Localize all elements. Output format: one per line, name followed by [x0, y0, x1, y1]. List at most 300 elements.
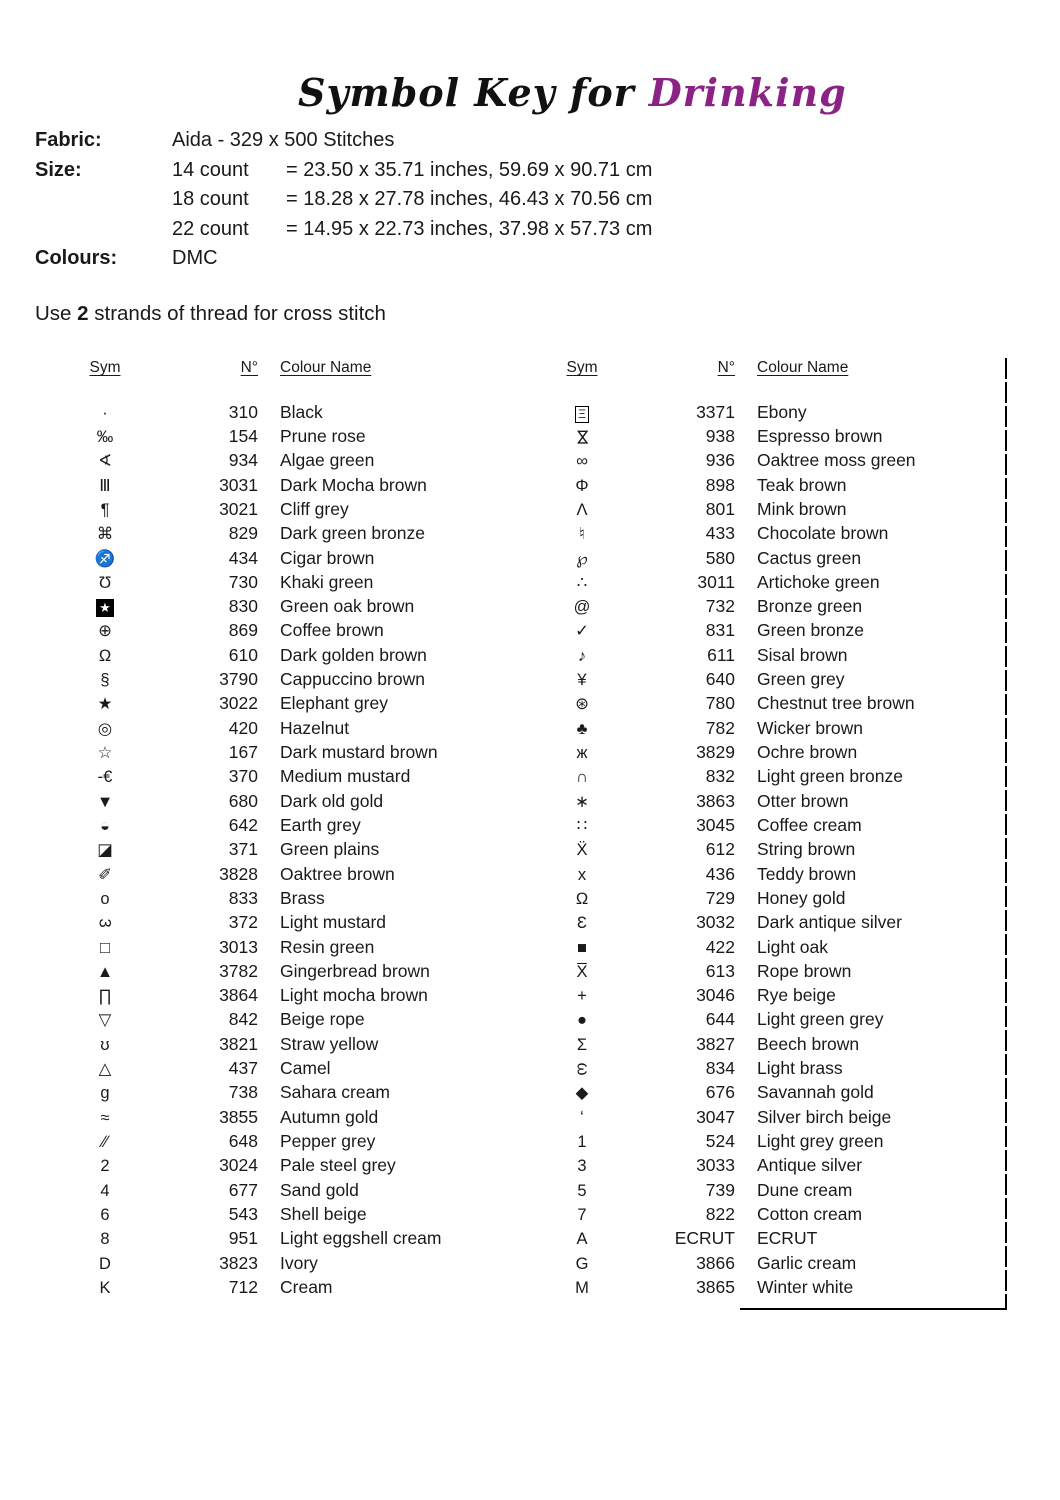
symbol-cell	[537, 1155, 627, 1176]
colour-name-cell: Mink brown	[757, 498, 847, 519]
symbol-cell	[537, 1204, 627, 1225]
dmc-number-cell: 644	[705, 1009, 735, 1030]
colour-name-cell: Dark mustard brown	[280, 742, 438, 763]
dmc-number-cell: 3011	[697, 571, 735, 592]
stitch-symbol-glyph: G	[575, 1254, 589, 1273]
colour-name-cell: Rye beige	[757, 985, 836, 1006]
header-sym: Sym	[566, 359, 598, 376]
dmc-number-cell: 437	[228, 1058, 258, 1079]
dmc-number-cell: 3865	[696, 1276, 735, 1297]
dmc-number-cell: 834	[705, 1058, 735, 1079]
stitch-symbol-glyph: ω	[573, 1062, 592, 1076]
key-row	[477, 1129, 1012, 1153]
key-row	[0, 1032, 535, 1056]
size-dims: = 23.50 x 35.71 inches, 59.69 x 90.71 cm	[286, 158, 653, 181]
table-header-left	[0, 357, 535, 379]
key-row	[477, 1081, 1012, 1105]
symbol-cell	[60, 742, 150, 763]
dmc-number-cell: 730	[228, 571, 258, 592]
symbol-cell	[537, 718, 627, 739]
fabric-value: Aida - 329 x 500 Stitches	[172, 129, 395, 151]
symbol-cell	[60, 864, 150, 885]
colour-name-cell: Chestnut tree brown	[757, 693, 915, 714]
key-row	[0, 765, 535, 789]
symbol-cell	[60, 548, 150, 569]
colour-name-cell: Khaki green	[280, 571, 374, 592]
dmc-number-cell: 3032	[696, 912, 735, 933]
dmc-number-cell: 3863	[696, 790, 735, 811]
size-dims: = 14.95 x 22.73 inches, 37.98 x 57.73 cm	[286, 217, 653, 240]
stitch-symbol-glyph: ♐	[94, 549, 116, 568]
symbol-cell	[60, 1034, 150, 1055]
dmc-number-cell: 370	[228, 766, 258, 787]
stitch-symbol-glyph: ◆	[575, 1084, 589, 1103]
stitch-symbol-glyph: A	[576, 1230, 588, 1249]
stitch-symbol-glyph: ◪	[97, 841, 113, 860]
symbol-cell	[537, 523, 627, 544]
key-row	[0, 1056, 535, 1080]
dmc-number-cell: 3821	[219, 1033, 258, 1054]
dmc-number-cell: 729	[705, 887, 735, 908]
stitch-symbol-glyph: ★	[97, 695, 113, 714]
key-row	[477, 862, 1012, 886]
colour-name-cell: Earth grey	[280, 814, 361, 835]
dmc-number-cell: 3864	[219, 985, 258, 1006]
dmc-number-cell: 613	[705, 960, 735, 981]
symbol-cell	[60, 475, 150, 496]
key-row	[0, 886, 535, 910]
size-count: 22 count	[172, 217, 249, 240]
symbol-table-left	[0, 400, 535, 1300]
symbol-cell	[60, 645, 150, 666]
key-row	[477, 1105, 1012, 1129]
dmc-number-cell: 420	[228, 717, 258, 738]
dmc-number-cell: 3046	[696, 985, 735, 1006]
dmc-number-cell: 434	[228, 547, 258, 568]
dmc-number-cell: 677	[228, 1179, 258, 1200]
stitch-symbol-glyph: ★	[96, 599, 114, 617]
dmc-number-cell: 3022	[219, 693, 258, 714]
stitch-symbol-glyph: Ω	[98, 646, 112, 665]
table-bottom-border	[740, 1308, 1007, 1310]
dmc-number-cell: 648	[228, 1131, 258, 1152]
colour-name-cell: Green plains	[280, 839, 380, 860]
stitch-symbol-glyph: 7	[577, 1205, 587, 1224]
colour-name-cell: Light eggshell cream	[280, 1228, 442, 1249]
dmc-number-cell: 167	[228, 742, 258, 763]
symbol-cell	[60, 937, 150, 958]
dmc-number-cell: 154	[228, 425, 258, 446]
colour-name-cell: Cream	[280, 1276, 333, 1297]
stitch-symbol-glyph: ♪	[577, 646, 587, 665]
symbol-cell	[60, 596, 150, 617]
symbol-cell	[537, 450, 627, 471]
colour-name-cell: Pepper grey	[280, 1131, 376, 1152]
key-row	[477, 984, 1012, 1008]
table-header-right	[477, 357, 1012, 379]
dmc-number-cell: ECRUT	[674, 1228, 735, 1249]
dmc-number-cell: 543	[228, 1203, 258, 1224]
dmc-number-cell: 833	[228, 887, 258, 908]
colour-name-cell: Silver birch beige	[757, 1106, 892, 1127]
dmc-number-cell: 436	[705, 863, 735, 884]
colour-name-cell: Light green bronze	[757, 766, 903, 787]
symbol-cell	[537, 1009, 627, 1030]
colour-name-cell: Dark old gold	[280, 790, 384, 811]
stitch-symbol-glyph: ☆	[97, 744, 113, 763]
key-row	[0, 838, 535, 862]
symbol-cell	[537, 742, 627, 763]
stitch-symbol-glyph: ‰	[96, 427, 114, 446]
key-row	[0, 400, 535, 424]
symbol-cell	[537, 839, 627, 860]
stitch-symbol-glyph: Φ	[575, 476, 589, 495]
symbol-cell	[60, 1204, 150, 1225]
symbol-cell	[60, 402, 150, 423]
colour-name-cell: Rope brown	[757, 960, 852, 981]
dmc-number-cell: 951	[228, 1228, 258, 1249]
symbol-cell	[60, 450, 150, 471]
stitch-symbol-glyph: D	[99, 1254, 111, 1273]
colour-name-cell: Shell beige	[280, 1203, 367, 1224]
key-row	[0, 473, 535, 497]
stitch-symbol-glyph: 6	[100, 1205, 110, 1224]
dmc-number-cell: 3828	[219, 863, 258, 884]
colour-name-cell: Chocolate brown	[757, 523, 889, 544]
symbol-cell	[537, 864, 627, 885]
symbol-cell	[60, 912, 150, 933]
stitch-symbol-glyph: -€	[97, 768, 113, 787]
stitch-symbol-glyph: ∕∕	[102, 1133, 108, 1152]
key-row	[477, 1178, 1012, 1202]
key-row	[0, 522, 535, 546]
dmc-number-cell: 3371	[696, 401, 735, 422]
symbol-cell	[60, 1277, 150, 1298]
dmc-number-cell: 936	[705, 450, 735, 471]
stitch-symbol-glyph: ♣	[576, 719, 588, 738]
colour-name-cell: Teddy brown	[757, 863, 857, 884]
stitch-symbol-glyph: Ɛ	[577, 914, 587, 933]
key-row	[0, 1129, 535, 1153]
symbol-cell	[60, 961, 150, 982]
key-row	[477, 522, 1012, 546]
colour-name-cell: Cliff grey	[280, 498, 349, 519]
dmc-number-cell: 3782	[219, 960, 258, 981]
dmc-number-cell: 642	[228, 814, 258, 835]
key-row	[477, 838, 1012, 862]
symbol-cell	[537, 961, 627, 982]
key-row	[477, 1008, 1012, 1032]
stitch-symbol-glyph: ⊛	[575, 695, 589, 714]
colour-name-cell: Algae green	[280, 450, 375, 471]
colour-name-cell: Pale steel grey	[280, 1155, 396, 1176]
stitch-symbol-glyph: ∩	[576, 768, 588, 787]
key-row	[477, 1227, 1012, 1251]
colour-name-cell: Oaktree moss green	[757, 450, 916, 471]
stitch-symbol-glyph: ✓	[575, 622, 589, 641]
colour-name-cell: Dark Mocha brown	[280, 474, 427, 495]
header-colour-name: Colour Name	[280, 359, 372, 376]
colour-name-cell: Green grey	[757, 669, 845, 690]
dmc-number-cell: 3829	[696, 742, 735, 763]
dmc-number-cell: 738	[228, 1082, 258, 1103]
colour-name-cell: Green oak brown	[280, 596, 415, 617]
dmc-number-cell: 3045	[696, 814, 735, 835]
key-row	[477, 886, 1012, 910]
key-row	[477, 911, 1012, 935]
colours-label: Colours:	[35, 247, 118, 269]
key-row	[0, 692, 535, 716]
dmc-number-cell: 371	[228, 839, 258, 860]
pattern-info	[35, 126, 652, 274]
key-row	[477, 473, 1012, 497]
stitch-symbol-glyph: 4	[100, 1181, 110, 1200]
symbol-cell	[60, 766, 150, 787]
stitch-symbol-glyph: ʻ	[580, 1108, 584, 1127]
stitch-symbol-glyph: ♮	[579, 525, 585, 544]
key-row	[477, 619, 1012, 643]
stitch-symbol-glyph: o	[100, 889, 110, 908]
symbol-cell	[537, 669, 627, 690]
key-row	[0, 595, 535, 619]
colour-name-cell: Green bronze	[757, 620, 865, 641]
symbol-cell	[537, 766, 627, 787]
colours-row	[35, 244, 652, 274]
colour-name-cell: Light oak	[757, 936, 829, 957]
key-row	[477, 643, 1012, 667]
symbol-cell	[537, 1253, 627, 1274]
key-row	[0, 1154, 535, 1178]
dmc-number-cell: 780	[705, 693, 735, 714]
dmc-number-cell: 842	[228, 1009, 258, 1030]
colour-name-cell: Sand gold	[280, 1179, 359, 1200]
symbol-cell	[60, 791, 150, 812]
dmc-number-cell: 433	[705, 523, 735, 544]
stitch-symbol-glyph: ¥	[577, 671, 587, 690]
colour-name-cell: Artichoke green	[757, 571, 880, 592]
key-row	[0, 546, 535, 570]
key-row	[0, 984, 535, 1008]
symbol-cell	[60, 1155, 150, 1176]
stitch-symbol-glyph: @	[573, 598, 591, 617]
stitch-symbol-glyph: ⋈	[573, 428, 592, 446]
symbol-cell	[60, 985, 150, 1006]
size-row-22	[35, 215, 652, 245]
dmc-number-cell: 3013	[219, 936, 258, 957]
key-row	[477, 1056, 1012, 1080]
colour-name-cell: Light mocha brown	[280, 985, 428, 1006]
stitch-symbol-glyph: 2	[100, 1157, 110, 1176]
dmc-number-cell: 782	[705, 717, 735, 738]
stitch-symbol-glyph: 3	[577, 1157, 587, 1176]
key-row	[477, 813, 1012, 837]
colours-value: DMC	[172, 247, 218, 269]
stitch-symbol-glyph: ∏	[98, 987, 112, 1006]
stitch-symbol-glyph: K	[99, 1278, 111, 1297]
key-row	[0, 716, 535, 740]
key-row	[0, 619, 535, 643]
symbol-cell	[537, 402, 627, 423]
symbol-cell	[60, 839, 150, 860]
colour-name-cell: Autumn gold	[280, 1106, 379, 1127]
key-row	[0, 424, 535, 448]
key-row	[477, 935, 1012, 959]
colour-name-cell: Light mustard	[280, 912, 387, 933]
symbol-cell	[537, 791, 627, 812]
dmc-number-cell: 739	[705, 1179, 735, 1200]
key-row	[477, 400, 1012, 424]
stitch-symbol-glyph: 1	[577, 1133, 587, 1152]
dmc-number-cell: 3024	[219, 1155, 258, 1176]
stitch-symbol-glyph: ∢	[98, 452, 112, 471]
stitch-symbol-glyph: □	[100, 938, 110, 957]
size-count: 18 count	[172, 188, 249, 210]
colour-name-cell: Ochre brown	[757, 742, 858, 763]
symbol-cell	[60, 1107, 150, 1128]
dmc-number-cell: 611	[707, 644, 735, 665]
dmc-number-cell: 612	[705, 839, 735, 860]
key-row	[477, 959, 1012, 983]
symbol-cell	[60, 426, 150, 447]
colour-name-cell: Oaktree brown	[280, 863, 395, 884]
symbol-cell	[537, 1058, 627, 1079]
stitch-symbol-glyph: X̅	[576, 962, 588, 981]
size-row-18	[35, 185, 652, 215]
header-number: N°	[240, 359, 258, 376]
colour-name-cell: Sahara cream	[280, 1082, 390, 1103]
key-row	[0, 1178, 535, 1202]
size-row-14	[35, 156, 652, 186]
colour-name-cell: Bronze green	[757, 596, 863, 617]
dmc-number-cell: 3827	[696, 1033, 735, 1054]
dmc-number-cell: 712	[228, 1276, 258, 1297]
key-row	[477, 667, 1012, 691]
stitch-symbol-glyph: ∞	[576, 452, 588, 471]
key-row	[0, 740, 535, 764]
stitch-symbol-glyph: ⊕	[98, 622, 112, 641]
colour-name-cell: Cappuccino brown	[280, 669, 425, 690]
stitch-symbol-glyph: Ξ	[575, 406, 589, 423]
dmc-number-cell: 732	[705, 596, 735, 617]
key-row	[477, 1251, 1012, 1275]
dmc-number-cell: 3855	[219, 1106, 258, 1127]
symbol-cell	[537, 1034, 627, 1055]
stitch-symbol-glyph: Ⅲ	[99, 476, 111, 495]
fabric-label: Fabric:	[35, 129, 102, 151]
colour-name-cell: String brown	[757, 839, 856, 860]
stitch-symbol-glyph: Σ	[576, 1035, 588, 1054]
symbol-cell	[60, 815, 150, 836]
symbol-cell	[60, 499, 150, 520]
symbol-cell	[60, 1253, 150, 1274]
stitch-symbol-glyph: g	[100, 1084, 110, 1103]
dmc-number-cell: 830	[228, 596, 258, 617]
colour-name-cell: Prune rose	[280, 425, 366, 446]
key-row	[477, 789, 1012, 813]
symbol-cell	[60, 1009, 150, 1030]
title-project-name: Drinking	[648, 70, 847, 115]
stitch-symbol-glyph: ◒	[100, 816, 110, 835]
stitch-symbol-glyph: ✐	[98, 865, 112, 884]
symbol-cell	[537, 1277, 627, 1298]
key-row	[0, 813, 535, 837]
symbol-cell	[60, 888, 150, 909]
colour-name-cell: Resin green	[280, 936, 375, 957]
dmc-number-cell: 934	[228, 450, 258, 471]
colour-name-cell: Light grey green	[757, 1131, 884, 1152]
symbol-cell	[60, 1131, 150, 1152]
colour-name-cell: Dark antique silver	[757, 912, 902, 933]
stitch-symbol-glyph: ∴	[576, 573, 588, 592]
dmc-number-cell: 3790	[219, 669, 258, 690]
symbol-cell	[537, 815, 627, 836]
symbol-cell	[537, 1131, 627, 1152]
colour-name-cell: Otter brown	[757, 790, 849, 811]
key-row	[0, 1105, 535, 1129]
symbol-cell	[60, 523, 150, 544]
symbol-cell	[537, 985, 627, 1006]
key-row	[0, 570, 535, 594]
colour-name-cell: Brass	[280, 887, 325, 908]
key-row	[477, 449, 1012, 473]
key-row	[477, 740, 1012, 764]
strands-note: Use 2 strands of thread for cross stitch	[35, 302, 386, 325]
colour-name-cell: Gingerbread brown	[280, 960, 430, 981]
colour-name-cell: Honey gold	[757, 887, 846, 908]
stitch-symbol-glyph: ʊ	[100, 1035, 110, 1054]
symbol-cell	[60, 1058, 150, 1079]
dmc-number-cell: 3823	[219, 1252, 258, 1273]
stitch-symbol-glyph: ▽	[98, 1011, 112, 1030]
key-row	[0, 1008, 535, 1032]
dmc-number-cell: 640	[705, 669, 735, 690]
dmc-number-cell: 372	[228, 912, 258, 933]
page-title	[298, 70, 847, 115]
colour-name-cell: Winter white	[757, 1276, 854, 1297]
colour-name-cell: Elephant grey	[280, 693, 388, 714]
key-row	[0, 789, 535, 813]
key-row	[477, 595, 1012, 619]
symbol-cell	[537, 426, 627, 447]
dmc-number-cell: 3047	[696, 1106, 735, 1127]
key-row	[477, 570, 1012, 594]
symbol-cell	[60, 572, 150, 593]
colour-name-cell: Cotton cream	[757, 1203, 863, 1224]
dmc-number-cell: 938	[705, 425, 735, 446]
dmc-number-cell: 3021	[219, 498, 258, 519]
stitch-symbol-glyph: 8	[100, 1230, 110, 1249]
size-dims: = 18.28 x 27.78 inches, 46.43 x 70.56 cm	[286, 188, 653, 210]
title-prefix: Symbol Key for	[298, 70, 635, 115]
symbol-cell	[537, 1180, 627, 1201]
dmc-number-cell: 832	[705, 766, 735, 787]
stitch-symbol-glyph: ∷	[576, 816, 588, 835]
colour-name-cell: Beech brown	[757, 1033, 860, 1054]
colour-name-cell: Cactus green	[757, 547, 862, 568]
colour-name-cell: Medium mustard	[280, 766, 411, 787]
stitch-symbol-glyph: ≈	[100, 1108, 110, 1127]
key-row	[477, 692, 1012, 716]
colour-name-cell: Light brass	[757, 1058, 843, 1079]
key-row	[477, 716, 1012, 740]
dmc-number-cell: 822	[705, 1203, 735, 1224]
stitch-symbol-glyph: ⌘	[96, 525, 114, 544]
colour-name-cell: Antique silver	[757, 1155, 863, 1176]
stitch-symbol-glyph: M	[575, 1278, 589, 1297]
colour-name-cell: Sisal brown	[757, 644, 848, 665]
symbol-cell	[60, 1180, 150, 1201]
colour-name-cell: Hazelnut	[280, 717, 350, 738]
